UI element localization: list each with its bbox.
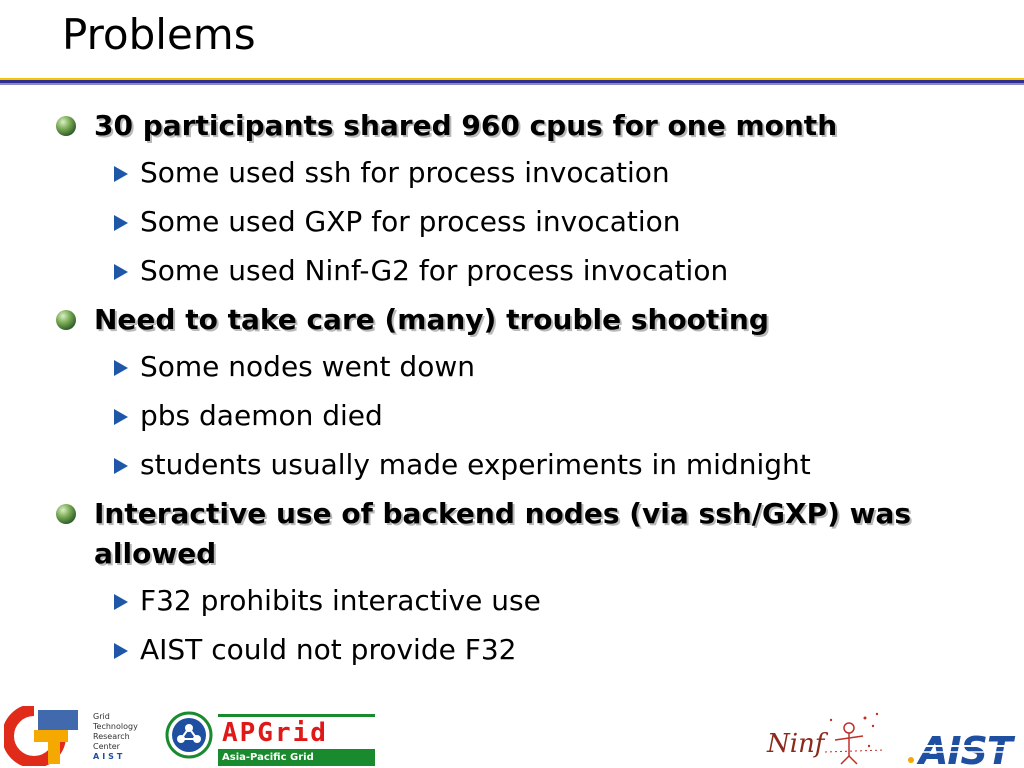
gtrc-logo-icon bbox=[4, 706, 88, 766]
bullet-item bbox=[56, 106, 986, 146]
sub-bullet-item bbox=[56, 347, 986, 387]
gtrc-line: Research bbox=[93, 732, 130, 741]
gtrc-org: AIST bbox=[93, 752, 126, 761]
green-ball-bullet-icon bbox=[56, 310, 76, 330]
apgrid-tagline: Asia-Pacific Grid bbox=[218, 749, 375, 766]
bullet-text: Need to take care (many) trouble shooting bbox=[94, 303, 769, 336]
sub-bullet-text: Some used Ninf-G2 for process invocation bbox=[140, 254, 729, 287]
sub-bullet-text: Some nodes went down bbox=[140, 350, 475, 383]
sub-bullet-item bbox=[56, 396, 986, 436]
svg-text:AIST: AIST bbox=[919, 729, 1012, 768]
footer-logos bbox=[0, 700, 1024, 768]
sub-bullet-text: pbs daemon died bbox=[140, 399, 383, 432]
gtrc-line: Grid bbox=[93, 712, 110, 721]
bullet-text: Interactive use of backend nodes (via ssh/GXP) was allowed bbox=[94, 497, 912, 570]
bullet-item bbox=[56, 300, 986, 340]
bullet-item bbox=[56, 494, 986, 574]
sub-bullet-text: Some used ssh for process invocation bbox=[140, 156, 670, 189]
arrow-bullet-icon bbox=[114, 264, 128, 280]
gtrc-wordmark bbox=[93, 712, 138, 762]
sub-bullet-text: AIST could not provide F32 bbox=[140, 633, 517, 666]
svg-text:Ninf: Ninf bbox=[767, 729, 825, 759]
arrow-bullet-icon bbox=[114, 166, 128, 182]
apgrid-wordmark: APGrid bbox=[222, 718, 328, 748]
sub-bullet-item bbox=[56, 630, 986, 670]
gtrc-line: Center bbox=[93, 742, 120, 751]
sub-bullet-item bbox=[56, 445, 986, 485]
gtrc-line: Technology bbox=[93, 722, 138, 731]
sub-bullet-text: F32 prohibits interactive use bbox=[140, 584, 541, 617]
bullet-text: 30 participants shared 960 cpus for one month bbox=[94, 109, 838, 142]
arrow-bullet-icon bbox=[114, 215, 128, 231]
arrow-bullet-icon bbox=[114, 458, 128, 474]
arrow-bullet-icon bbox=[114, 643, 128, 659]
sub-bullet-item bbox=[56, 581, 986, 621]
arrow-bullet-icon bbox=[114, 360, 128, 376]
ninf-logo-icon bbox=[765, 706, 890, 766]
sub-bullet-item bbox=[56, 251, 986, 291]
sub-bullet-item bbox=[56, 153, 986, 193]
green-ball-bullet-icon bbox=[56, 116, 76, 136]
sub-bullet-text: students usually made experiments in midnight bbox=[140, 448, 811, 481]
title-divider bbox=[0, 78, 1024, 86]
apgrid-emblem-icon bbox=[165, 710, 213, 760]
divider-line-light-blue bbox=[0, 83, 1024, 85]
bullet-list bbox=[56, 106, 986, 679]
slide-title: Problems bbox=[62, 10, 256, 59]
sub-bullet-item bbox=[56, 202, 986, 242]
sub-bullet-text: Some used GXP for process invocation bbox=[140, 205, 681, 238]
apgrid-logo-top bbox=[218, 714, 375, 749]
arrow-bullet-icon bbox=[114, 594, 128, 610]
aist-logo-icon bbox=[905, 720, 1023, 768]
arrow-bullet-icon bbox=[114, 409, 128, 425]
apgrid-logo bbox=[218, 714, 375, 766]
green-ball-bullet-icon bbox=[56, 504, 76, 524]
